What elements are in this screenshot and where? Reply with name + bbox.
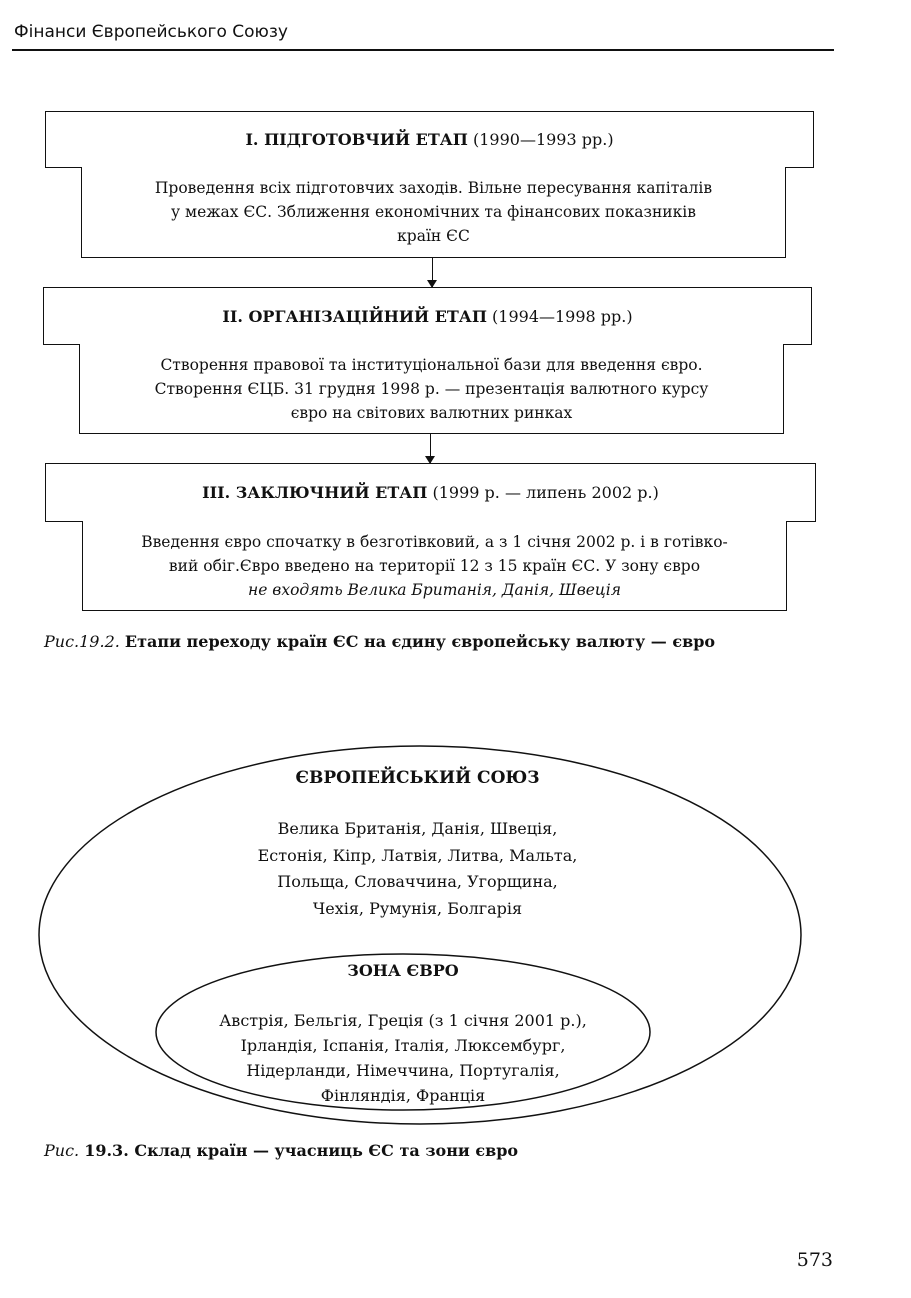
eu-country-line: Естонія, Кіпр, Латвія, Литва, Мальта, <box>257 845 578 865</box>
stage-2-name: II. ОРГАНІЗАЦІЙНИЙ ЕТАП <box>222 306 487 326</box>
caption-lead: Рис.19.2. <box>44 632 120 651</box>
eurozone-country-list <box>0 1008 806 1108</box>
running-header: Фінанси Європейського Союзу <box>14 22 288 42</box>
stage-1-period: (1990—1993 рр.) <box>472 130 614 149</box>
eu-country-line: Чехія, Румунія, Болгарія <box>312 898 523 918</box>
eu-country-line: Велика Британія, Данія, Швеція, <box>277 819 558 838</box>
eurozone-title: ЗОНА ЄВРО <box>347 961 459 980</box>
stage-1-description-line: країн ЄС <box>397 227 470 245</box>
stage-1-description-line: у межах ЄС. Зближення економічних та фінансових показників <box>171 203 696 221</box>
caption-text: Етапи переходу країн ЄС на єдину європейську валюту — євро <box>124 632 716 651</box>
stage-3-description-line: вий обіг.Євро введено на території 12 з 15 країн ЄС. У зону євро <box>168 556 701 575</box>
eurozone-country-line: Ірландія, Іспанія, Італія, Люксембург, <box>240 1036 566 1055</box>
eu-country-line: Польща, Словаччина, Угорщина, <box>277 872 558 891</box>
stage-3-description-line: не входять Велика Британія, Данія, Швеція <box>248 580 621 599</box>
page-number: 573 <box>796 1249 833 1271</box>
eurozone-country-line: Австрія, Бельгія, Греція (з 1 січня 2001 р.), <box>219 1011 587 1030</box>
stage-2-description-line: Створення правової та інституціональної бази для введення євро. <box>160 355 703 374</box>
caption-text: 19.3. Склад країн — учасниць ЄС та зони євро <box>84 1141 519 1160</box>
eu-country-list <box>0 816 835 922</box>
stage-3-name: III. ЗАКЛЮЧНИЙ ЕТАП <box>202 483 428 502</box>
stage-1-description-line: Проведення всіх підготовчих заходів. Вільне пересування капіталів <box>154 179 713 197</box>
stage-3-period: (1999 р. — липень 2002 р.) <box>432 483 659 502</box>
figure-19-3-caption <box>44 1141 518 1160</box>
stage-3-description-line: Введення євро спочатку в безготівковий, а з 1 січня 2002 р. і в готівко- <box>141 532 728 551</box>
eurozone-country-line: Нідерланди, Німеччина, Португалія, <box>246 1061 560 1080</box>
stage-1-name: I. ПІДГОТОВЧИЙ ЕТАП <box>245 130 468 149</box>
stage-2-period: (1994—1998 рр.) <box>492 306 633 326</box>
stage-2-description-line: Створення ЄЦБ. 31 грудня 1998 р. — презентація валютного курсу <box>154 379 709 398</box>
eu-title: ЄВРОПЕЙСЬКИЙ СОЮЗ <box>295 768 540 788</box>
eurozone-country-line: Фінляндія, Франція <box>320 1086 486 1105</box>
caption-lead: Рис. <box>44 1141 80 1160</box>
stage-2-description-line: євро на світових валютних ринках <box>290 403 573 422</box>
